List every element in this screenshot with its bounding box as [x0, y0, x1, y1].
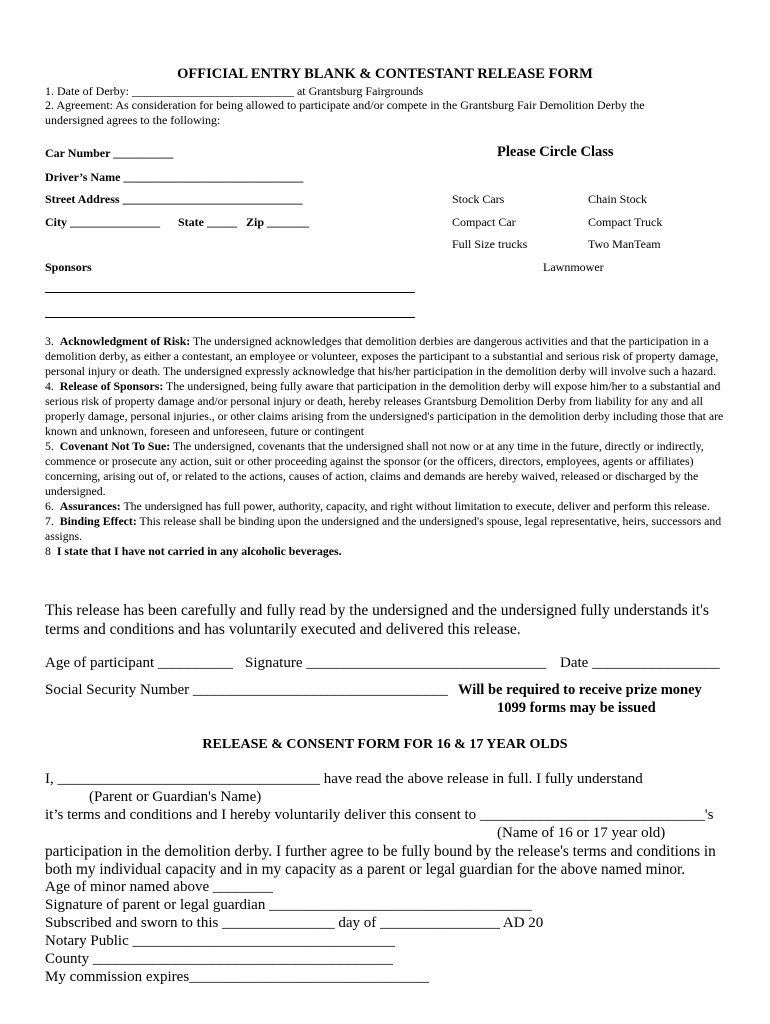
county-field: County ________________________________________: [45, 951, 393, 967]
age-of-participant-field: Age of participant __________: [45, 655, 233, 671]
class-compact-truck: Compact Truck: [588, 215, 663, 229]
ssn-field: Social Security Number __________________________________: [45, 682, 448, 698]
class-heading: Please Circle Class: [497, 144, 614, 160]
sponsors-line-2: [45, 317, 415, 318]
commission-expires-field: My commission expires________________________________: [45, 969, 430, 985]
term-5: 5. Covenant Not To Sue: The undersigned, covenants that the undersigned shall not now or at any time in the future, directly or indirectly, commence or prosecute any action, suit or other proceeding against the sponsor (or the officers, directors, employees, agents or affiliates) concerning, arising out of, or related to the actions, causes of action, claims and demands are hereby waived, released or discharged by the undersigned.: [45, 439, 704, 498]
notary-public-field: Notary Public ___________________________________: [45, 933, 395, 949]
drivers-name-field: Driver’s Name ______________________________: [45, 170, 304, 184]
sponsors-label: Sponsors: [45, 260, 92, 274]
class-stock-cars: Stock Cars: [452, 192, 505, 206]
agreement-line-2: undersigned agrees to the following:: [45, 113, 221, 127]
consent-to-line: it’s terms and conditions and I hereby voluntarily deliver this consent to ______________________________'s: [45, 807, 714, 823]
subscribed-sworn-field: Subscribed and sworn to this _______________ day of ________________ AD 20: [45, 915, 544, 931]
term-6: 6. Assurances: The undersigned has full power, authority, capacity, and right without limitation to execute, deliver and perform this release.: [45, 499, 710, 513]
car-number-field: Car Number __________: [45, 146, 174, 160]
term-8: 8 I state that I have not carried in any alcoholic beverages.: [45, 544, 342, 558]
signature-field: Signature ________________________________: [245, 655, 547, 671]
term-4: 4. Release of Sponsors: The undersigned, being fully aware that participation in the demolition derby will expose him/her to a substantial and serious risk of property damage and/or personal injury or death, hereby releases Grantsburg Demolition Derby from liability for any and all properly damage, personal injuries., or other claims arising from the undersigned's participation in the demolition derby including those that are known and unknown, foreseen and unforeseen, future or contingent: [45, 379, 724, 438]
minor-consent-title: RELEASE & CONSENT FORM FOR 16 & 17 YEAR OLDS: [202, 737, 568, 752]
zip-field: Zip _______: [246, 215, 310, 229]
class-two-man-team: Two ManTeam: [588, 237, 661, 251]
class-compact-car: Compact Car: [452, 215, 516, 229]
class-chain-stock: Chain Stock: [588, 192, 647, 206]
tax-form-note: 1099 forms may be issued: [497, 700, 656, 716]
agreement-line-1: 2. Agreement: As consideration for being allowed to participate and/or compete in the Grantsburg Fair Demolition Derby the: [45, 98, 645, 112]
minor-name-caption: (Name of 16 or 17 year old): [497, 825, 666, 841]
sponsors-line-1: [45, 292, 415, 293]
state-field: State _____: [178, 215, 237, 229]
city-field: City _______________: [45, 215, 160, 229]
bound-by-terms-text: participation in the demolition derby. I further agree to be fully bound by the release's terms and conditions in both my individual capacity and in my capacity as a parent or legal guardian for the above named minor.: [45, 843, 716, 878]
prize-money-note: Will be required to receive prize money: [458, 682, 702, 698]
guardian-signature-field: Signature of parent or legal guardian ___________________________________: [45, 897, 532, 913]
street-address-field: Street Address ______________________________: [45, 192, 303, 206]
date-field: Date _________________: [560, 655, 720, 671]
terms-section: [45, 334, 725, 559]
form-title: OFFICIAL ENTRY BLANK & CONTESTANT RELEASE FORM: [177, 66, 593, 82]
age-of-minor-field: Age of minor named above ________: [45, 879, 273, 895]
class-lawnmower: Lawnmower: [543, 260, 604, 274]
guardian-name-caption: (Parent or Guardian's Name): [89, 789, 262, 805]
release-statement: This release has been carefully and fully read by the undersigned and the undersigned fully understands it's terms and conditions and has voluntarily executed and delivered this release.: [45, 602, 709, 638]
term-3: 3. Acknowledgment of Risk: The undersigned acknowledges that demolition derbies are dangerous activities and that the participation in a demolition derby, as either a contestant, an employee or volunteer, exposes the participant to a substantial and serious risk of property damage, personal injury or death. The undersigned expressly acknowledge that his/her participation in the demolition derby will involve such a hazard.: [45, 334, 719, 378]
date-of-derby-line: 1. Date of Derby: ___________________________ at Grantsburg Fairgrounds: [45, 84, 424, 98]
term-7: 7. Binding Effect: This release shall be binding upon the undersigned and the undersigned's spouse, legal representative, heirs, successors and assigns.: [45, 514, 722, 543]
guardian-read-line: I, ___________________________________ have read the above release in full. I fully understand: [45, 771, 643, 787]
class-full-size-trucks: Full Size trucks: [452, 237, 528, 251]
